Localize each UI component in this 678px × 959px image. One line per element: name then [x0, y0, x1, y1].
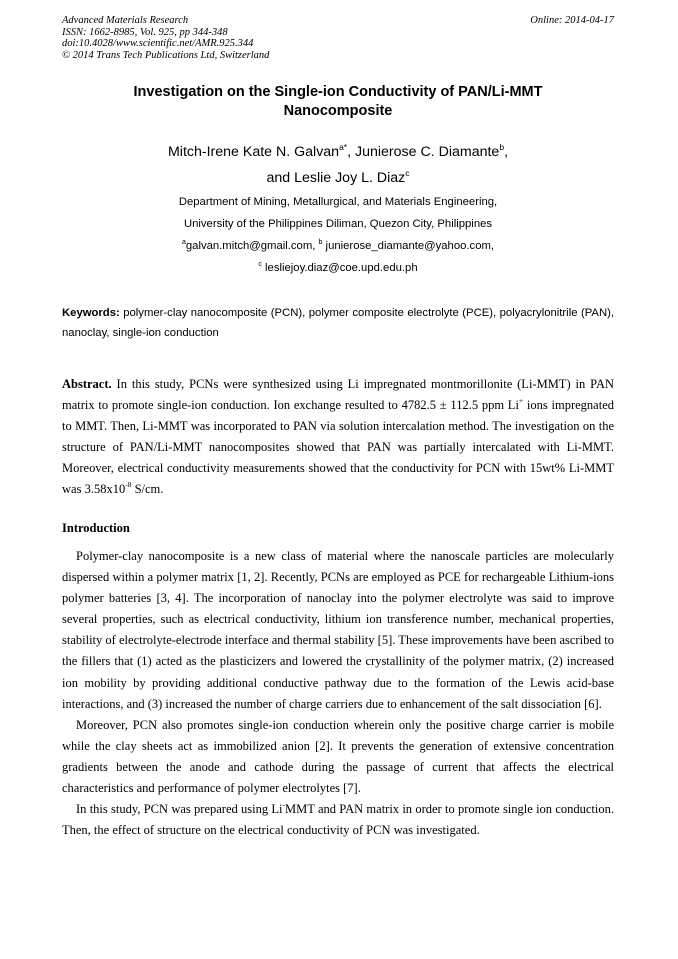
email-a-sup: a [181, 239, 186, 246]
title-line-2: Nanocomposite [283, 103, 393, 119]
abstract-text-3: S/cm. [131, 482, 164, 496]
author-3-name: and Leslie Joy L. Diaz [266, 170, 406, 186]
intro-p3-text-1: In this study, PCN was prepared using Li [76, 802, 283, 817]
title-line-1: Investigation on the Single-ion Conductivity of PAN/Li-MMT [133, 84, 543, 100]
author-2-sup: b [499, 142, 505, 152]
affiliation [62, 191, 614, 279]
email-c: lesliejoy.diaz@coe.upd.edu.ph [261, 262, 418, 274]
author-separator: , [504, 144, 509, 160]
journal-issn: ISSN: 1662-8985, Vol. 925, pp 344-348 [62, 26, 228, 38]
journal-name: Advanced Materials Research [62, 15, 189, 26]
author-1-sup: a* [339, 142, 348, 152]
author-line-2 [62, 165, 614, 191]
journal-header [62, 15, 482, 61]
email-line-1 [62, 235, 614, 257]
online-date: Online: 2014-04-17 [530, 15, 614, 26]
author-2-name: , Junierose C. Diamante [347, 144, 500, 160]
abstract-text-2: ions impregnated to MMT. Then, Li-MMT was incorporated to PAN via solution intercalation method. The investigation on the structure of PAN/Li-MMT nanocomposites showed that PAN was partially intercalated with Li-MMT. Moreover, electrical conductivity measurements showed that the conductivity for PCN with 15wt% Li-MMT was 3.58x10 [62, 398, 614, 496]
abstract-sup-1: + [518, 396, 524, 405]
intro-paragraph-1: Polymer-clay nanocomposite is a new class of material where the nanoscale particles are molecularly dispersed within a polymer matrix [1, 2]. Recently, PCNs are employed as PCE for rechargeable Lithium-ions polymer batteries [3, 4]. The incorporation of nanoclay into the polymer electrolyte was said to improve several properties, such as electrical conductivity, lithium ion transference number, mechanical properties, stability of electrolyte-electrode interface and thermal stability [5]. These improvements have been ascribed to the fillers that (1) acted as the plasticizers and lowered the crystallinity of the polymer matrix, (2) increased ion mobility by providing additional conductive pathway due to the formation of the Lewis acid-base interactions, and (3) increased the number of charge carriers due to enhancement of the salt dissociation [6]. [62, 549, 614, 711]
affiliation-line-2: University of the Philippines Diliman, Quezon City, Philippines [183, 218, 493, 230]
abstract-text-1: In this study, PCNs were synthesized using Li impregnated montmorillonite (Li-MMT) in PAN matrix to promote single-ion conduction. Ion exchange resulted to 4782.5 ± 112.5 ppm Li [62, 377, 614, 412]
email-a: galvan.mitch@gmail.com, [185, 240, 319, 252]
abstract-sup-2: -8 [125, 480, 132, 489]
intro-paragraph-3 [62, 799, 614, 841]
keywords [62, 303, 614, 343]
keywords-text: polymer-clay nanocomposite (PCN), polymer composite electrolyte (PCE), polyacrylonitrile (PAN), nanoclay, single-ion conduction [62, 307, 614, 339]
abstract-label: Abstract. [62, 377, 112, 391]
intro-paragraph-2: Moreover, PCN also promotes single-ion conduction wherein only the positive charge carrier is mobile while the clay sheets act as immobilized anion [2]. It prevents the generation of extensive concentration gradients between the anode and cathode during the passage of current that affects the electrical characteristics and performance of polymer electrolytes [7]. [62, 717, 614, 796]
email-b: junierose_diamante@yahoo.com, [322, 240, 495, 252]
email-line-2 [62, 257, 614, 279]
intro-p3-text-2: MMT and PAN matrix in order to promote single ion conduction. Then, the effect of structure on the electrical conductivity of PCN was investigated. [62, 802, 615, 838]
journal-copyright: © 2014 Trans Tech Publications Ltd, Switzerland [62, 49, 270, 61]
email-c-sup: c [258, 261, 262, 268]
keywords-label: Keywords: [62, 307, 120, 319]
intro-p3-sup: - [282, 800, 286, 810]
author-1-name: Mitch-Irene Kate N. Galvan [167, 144, 340, 160]
paper-title [62, 83, 614, 121]
affiliation-line-1: Department of Mining, Metallurgical, and Materials Engineering, [178, 196, 498, 208]
introduction-heading: Introduction [62, 521, 130, 535]
abstract [62, 374, 614, 500]
email-b-sup: b [318, 239, 323, 246]
introduction-body [62, 546, 614, 841]
author-list [62, 139, 614, 191]
author-line-1 [62, 139, 614, 165]
author-3-sup: c [405, 168, 410, 178]
journal-doi: doi:10.4028/www.scientific.net/AMR.925.344 [62, 38, 254, 49]
